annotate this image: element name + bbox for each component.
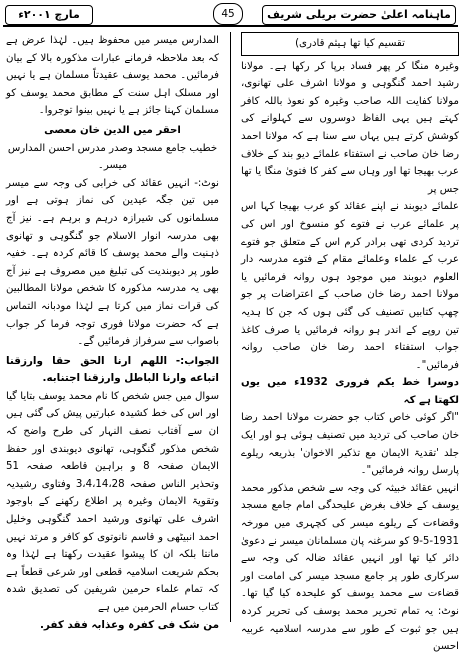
answer-label: الجواب:-	[175, 355, 219, 367]
right-paragraph-1: وغیرہ منگا کر پھر فساد برپا کر رکھا ہے۔ مولانا رشید احمد گنگوہی و مولانا اشرف علی تھانوی، مولانا کفایت اللہ صاحب وغیرہ کو نعوذ باللہ کافر کہتے ہیں یہی الفاظ دوسروں سے کہلوانے کی کوشش کرتے ہیں یہاں سے سنا ہے کہ مولانا احمد رضا خان صاحب نے استفتاء علمائے دیو بند کے خلاف عرب بھیجا تھا اور وہاں سے کفر کا فتویٰ منگا یا تھا جس پر	[241, 60, 459, 195]
issue-date: مارچ ۲۰۰۱ء	[5, 5, 93, 25]
final-arabic-line: من شک فی کفرہ وعذابہ فقد کفر.	[39, 618, 219, 631]
quoted-letter: "اگر کوئی خاص کتاب جو حضرت مولانا احمد رضا خان صاحب کی تردید میں تصنیف ہوئی ہو اور ایک جلد 'تقدیۃ الایمان مع تذکیر الاخوان' بذریعہ ریلوے پارسل روانہ فرمائیں"۔	[241, 412, 459, 477]
signature-title: خطیب جامع مسجد وصدر مدرس احسن المدارس میسر۔	[7, 142, 218, 172]
magazine-title: ماہنامہ اعلیٰ حضرت بریلی شریف	[262, 5, 456, 25]
signature-name: احقر میں الدین خان معصی	[44, 124, 181, 136]
right-paragraph-3: دوسرا خط یکم فروری 1932ء میں یوں لکھتا ہے کہ	[241, 377, 459, 406]
header-rule	[3, 25, 458, 27]
note-paragraph: نوٹ:- انہیں عقائد کی خرابی کی وجہ سے میسر میں تین جگہ عیدین کی نماز ہوتی ہے اور مسلمانوں کی شیرازہ درہم و برہم ہے۔ نیز آج بھی مدرسہ انوار الاسلام جو گنگوہی و تھانوی ذہنیت والے محمد یوسف کا قائم کردہ ہے۔ خفیہ طور پر دیوبندیت کی تبلیغ میں مصروف ہے نیز آج بھی یہ مدرسہ مذکورہ کا شخص مولانا المطالبین کی قرات نماز میں کرتا ہے لہٰذا مودبانہ التماس ہے کہ حضرت مولانا فوری توجہ فرما کر جواب باصواب سے سرفراز فرمائیں گے۔	[6, 177, 219, 348]
left-paragraph-1: المدارس میسر میں محفوظ ہیں۔ لہٰذا عرض ہے کہ بعد ملاحظہ فرمانے عبارات مذکورہ بالا کے بیان فرمائیں۔ محمد یوسف عقیدتاً مسلمان ہے یا نہیں اور مسلک اہل سنت کے مطابق محمد یوسف کو مسلمان کہنا جائز ہے یا نہیں بینوا توجروا۔	[6, 35, 219, 117]
column-divider	[230, 32, 231, 622]
answer-arabic-dua: اللهم ارنا الحق حقا وارزقنا اتباعه وارنا الباطل وارزقنا اجتنابه.	[6, 354, 219, 385]
right-paragraph-4: انہیں عقائد خبیثہ کی وجہ سے شخص مذکور محمد یوسف کے خلاف بغرض علیحدگی امام جامع مسجد وقضاءت کے ریلوے میسر کی کچہری میں مورخہ 1931-5-9 کو سرغنہ پان مسلمانان میسر نے دعویٰ دائر کیا تھا اور انہیں عقائد ضالہ کی وجہ سے سرکاری طور پر جامع مسجد میسر کی امامت اور قضاءت سے محمد یوسف کو علیحدہ کیا گیا تھا۔ نوٹ: یہ تمام تحریر محمد یوسف کی تحریر کردہ ہیں جو ثبوت کے طور سے مدرسہ اسلامیہ عربیہ احسن	[241, 482, 459, 653]
page-number: 45	[213, 3, 243, 25]
right-column	[241, 32, 459, 656]
intro-line: تقسیم کیا تھا ہیثم قادری)	[241, 32, 459, 56]
page-header	[3, 3, 458, 29]
left-column	[6, 32, 219, 634]
right-paragraph-2: علمائے دیوبند نے اپنے عقائد کو عرب بھیجا کہا اس پر علمائے عرب نے فتوے کو منسوخ اور اس کی تردید کردی تھی برادر کرم اس کے متعلق جو فتوے عرب کے علماء وعلمائے مقام کے فتوے مدرسہ دار العلوم دیوبند میں موجود ہوں روانہ فرمائیں یا مولانا احمد رضا خان صاحب کے اعتراضات پر جو چھپ کتابیں تصنیف کی گئی ہوں کہ جن کا ہدیہ تین روپے کے اندر ہو روانہ فرمائیں یا صرف کاغذ جواب استفتاء احمد رضا خان صاحب روانہ فرمائیں"۔	[241, 201, 459, 371]
answer-paragraph: سوال میں جس شخص کا نام محمد یوسف بتایا گیا اور اس کی خط کشیدہ عبارتیں پیش کی گئی ہیں ان سے آفتاب نصف النہار کی طرح واضح کہ شخص مذکور گنگوہی، تھانوی دیوبندی اور حفظ الایمان صفحہ 8 و براہین قاطعہ صفحہ 51 وتحذیر الناس صفحہ 3،4،14،28 وفتاوی رشیدیہ وتقویۃ الایمان وغیرہ پر اطلاع رکھنے کے باوجود اشرف علی تھانوی ورشید احمد گنگوہی وخلیل احمد انبیٹھی و قاسم نانوتوی کو کافر و مرتد نہیں مانتا بلکہ ان کا پیشوا عقیدت رکھتا ہے لہٰذا وہ بحکم شریعت اسلامیہ قطعی اور شرعی قطعاً ہے کہ تمام علماء حرمین شریفین کی تصدیق شدہ کتاب حسام الحرمین میں ہے	[6, 390, 219, 613]
